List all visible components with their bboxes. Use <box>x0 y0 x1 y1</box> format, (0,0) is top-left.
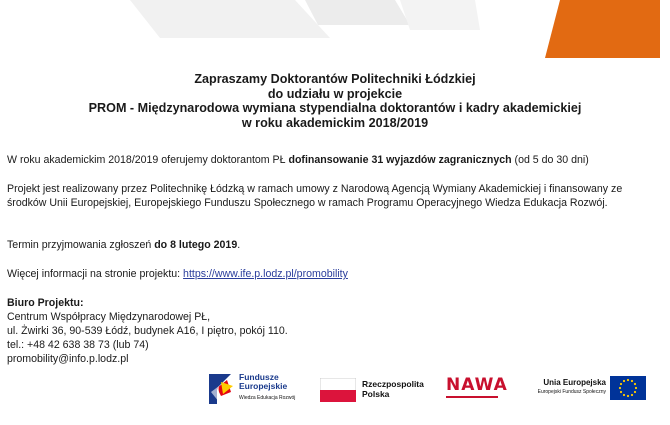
rp-line-2: Polska <box>362 389 390 399</box>
office-phone: tel.: +48 42 638 38 73 (lub 74) <box>7 339 149 351</box>
info-text: Więcej informacji na stronie projektu: <box>7 268 184 280</box>
unia-europejska-logo <box>520 376 650 406</box>
deadline-paragraph <box>7 238 657 252</box>
polish-flag-icon <box>320 378 356 402</box>
nawa-wordmark: NAWA <box>446 375 508 395</box>
orange-accent <box>545 0 660 58</box>
deadline-period: . <box>237 239 241 251</box>
nawa-logo <box>446 376 506 406</box>
project-office <box>7 296 657 366</box>
offer-paragraph <box>7 153 657 167</box>
header-decoration <box>0 0 670 70</box>
rzeczpospolita-polska-logo <box>320 378 430 408</box>
office-heading: Biuro Projektu: <box>7 297 84 309</box>
eu-flag-icon <box>610 376 646 400</box>
logos-bar <box>0 368 670 418</box>
ue-line-2: Europejski Fundusz Społeczny <box>537 389 606 395</box>
fundusze-europejskie-logo <box>207 372 307 408</box>
office-address: ul. Żwirki 36, 90-539 Łódź, budynek A16, I piętro, pokój 110. <box>7 325 288 337</box>
fe-line-3: Wiedza Edukacja Rozwój <box>239 395 296 401</box>
offer-text: W roku akademickim 2018/2019 oferujemy doktorantom PŁ <box>7 154 289 166</box>
office-email[interactable]: promobility@info.p.lodz.pl <box>7 353 129 365</box>
project-link[interactable]: https://www.ife.p.lodz.pl/promobility <box>183 268 348 280</box>
info-paragraph <box>7 267 657 281</box>
deadline-date: do 8 lutego 2019 <box>154 239 238 251</box>
fe-line-2: Europejskie <box>239 381 288 391</box>
fe-star-icon <box>207 372 237 406</box>
title-line-3: PROM - Międzynarodowa wymiana stypendialna doktorantów i kadry akademickiej <box>88 101 582 116</box>
ue-line-1: Unia Europejska <box>543 378 606 387</box>
page-title <box>0 72 670 130</box>
offer-duration: (od 5 do 30 dni) <box>511 154 589 166</box>
funding-paragraph: Projekt jest realizowany przez Politechnikę Łódzką w ramach umowy z Narodową Agencją Wymiany Akademickiej i finansowany ze środków Unii Europejskiej, Europejskiego Funduszu Społecznego w ramach Programu Operacyjnego Wiedza Edukacja Rozwój. <box>7 183 623 209</box>
office-name: Centrum Współpracy Międzynarodowej PŁ, <box>7 311 211 323</box>
title-line-2: do udziału w projekcie <box>267 86 403 101</box>
title-line-1: Zapraszamy Doktorantów Politechniki Łódzkiej <box>194 72 476 86</box>
rp-line-1: Rzeczpospolita <box>362 379 424 389</box>
nawa-underline <box>446 396 498 398</box>
deadline-text: Termin przyjmowania zgłoszeń <box>7 239 155 251</box>
fe-line-1: Fundusze <box>239 372 279 382</box>
offer-highlight: dofinansowanie 31 wyjazdów zagranicznych <box>288 154 512 166</box>
title-line-4: w roku akademickim 2018/2019 <box>241 115 429 130</box>
